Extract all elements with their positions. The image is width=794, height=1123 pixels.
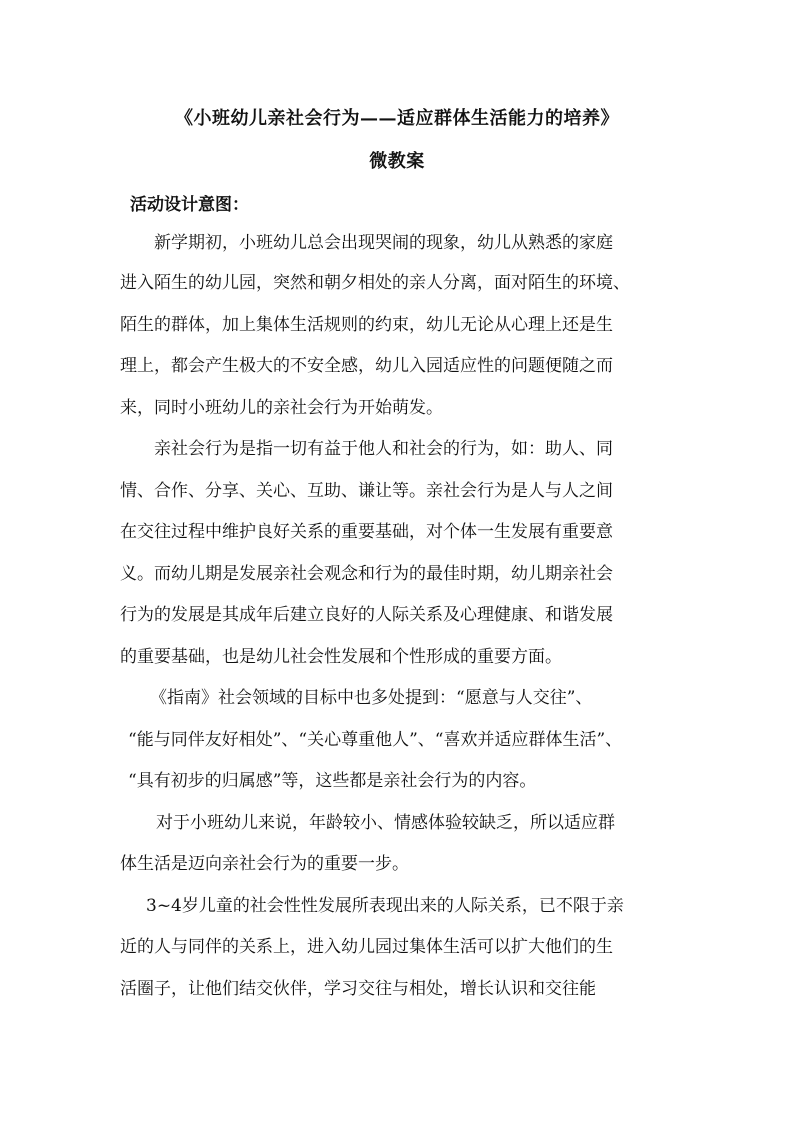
- paragraph-line: 来，同时小班幼儿的亲社会行为开始萌发。: [120, 398, 443, 418]
- paragraph-line: 近的人与同伴的关系上，进入幼儿园过集体生活可以扩大他们的生: [120, 937, 613, 957]
- document-title: 《小班幼儿亲社会行为——适应群体生活能力的培养》: [175, 108, 619, 129]
- paragraph-line: “具有初步的归属感”等，这些都是亲社会行为的内容。: [128, 771, 537, 791]
- paragraph-line: 陌生的群体，加上集体生活规则的约束，幼儿无论从心理上还是生: [120, 315, 613, 335]
- paragraph-line: “能与同伴友好相处”、“关心尊重他人”、“喜欢并适应群体生活”、: [128, 730, 623, 750]
- paragraph-line: 亲社会行为是指一切有益于他人和社会的行为，如：助人、同: [154, 439, 613, 459]
- paragraph-line: 行为的发展是其成年后建立良好的人际关系及心理健康、和谐发展: [120, 605, 613, 625]
- paragraph-line: 体生活是迈向亲社会行为的重要一步。: [120, 854, 409, 874]
- document-subtitle: 微教案: [369, 151, 425, 172]
- paragraph-line: 理上，都会产生极大的不安全感，幼儿入园适应性的问题便随之而: [120, 356, 613, 376]
- paragraph-line: 的重要基础，也是幼儿社会性发展和个性形成的重要方面。: [120, 647, 562, 667]
- paragraph-line: 3~4岁儿童的社会性性发展所表现出来的人际关系，已不限于亲: [146, 896, 624, 916]
- paragraph-line: 《指南》社会领域的目标中也多处提到：“愿意与人交往”、: [150, 688, 593, 708]
- paragraph-line: 新学期初，小班幼儿总会出现哭闹的现象，幼儿从熟悉的家庭: [154, 233, 613, 253]
- paragraph-line: 活圈子，让他们结交伙伴，学习交往与相处，增长认识和交往能: [120, 979, 596, 999]
- paragraph-line: 情、合作、分享、关心、互助、谦让等。亲社会行为是人与人之间: [120, 481, 613, 501]
- section-heading: 活动设计意图：: [130, 195, 249, 215]
- paragraph-line: 对于小班幼儿来说，年龄较小、情感体验较缺乏，所以适应群: [156, 813, 615, 833]
- paragraph-line: 在交往过程中维护良好关系的重要基础，对个体一生发展有重要意: [120, 522, 613, 542]
- paragraph-line: 进入陌生的幼儿园，突然和朝夕相处的亲人分离，面对陌生的环境、: [120, 273, 630, 293]
- paragraph-line: 义。而幼儿期是发展亲社会观念和行为的最佳时期，幼儿期亲社会: [120, 564, 613, 584]
